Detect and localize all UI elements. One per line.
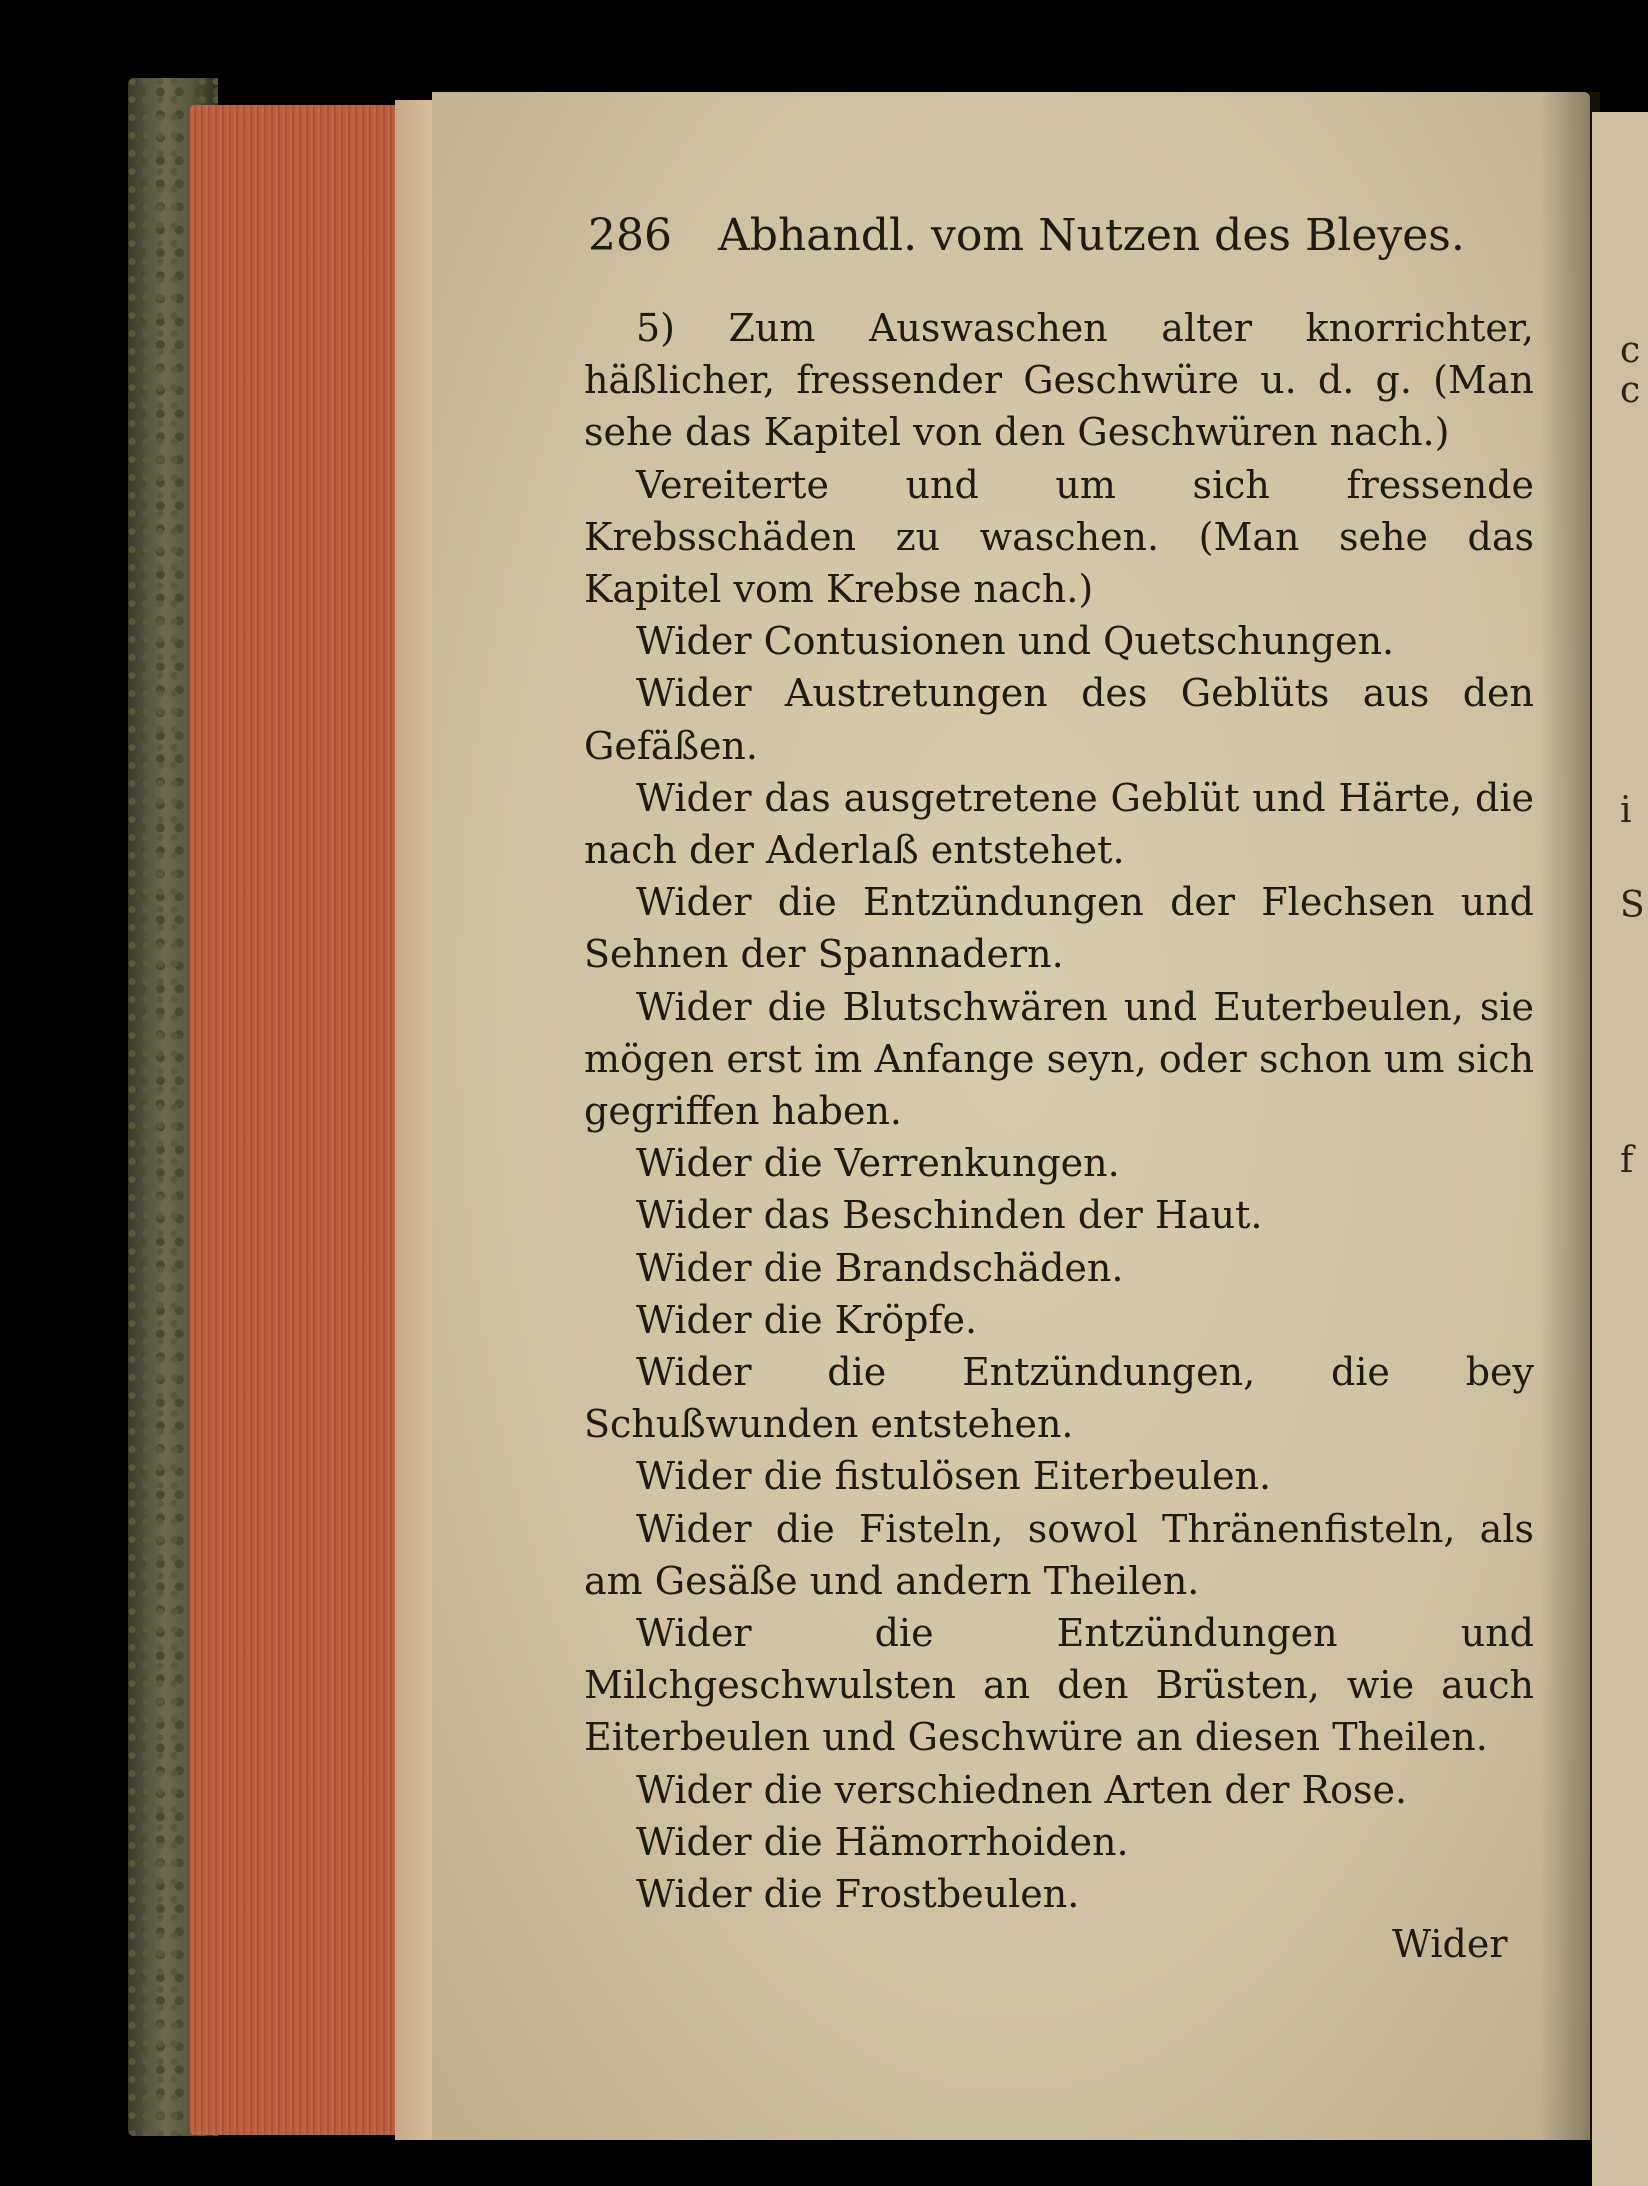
paragraph: Wider die Entzündungen der Flechsen und Sehnen der Spannadern. [584, 880, 1534, 977]
page-edges [190, 105, 430, 2135]
paragraph: Wider das ausgetretene Geblüt und Härte, die nach der Aderlaß entstehet. [584, 775, 1534, 873]
paragraph: Wider die Hämorrhoiden. [636, 1819, 1129, 1864]
facing-page-mark: c [1620, 370, 1641, 411]
paragraph: 5) Zum Auswaschen alter knorrichter, häßlicher, fressender Geschwüre u. d. g. (Man sehe das Kapitel von den Geschwüren nach.) [584, 306, 1534, 455]
paragraph: Wider die Blutschwären und Euterbeulen, sie mögen erst im Anfange seyn, oder schon um sich gegriffen haben. [584, 984, 1534, 1134]
paragraph: Wider Contusionen und Quetschungen. [636, 619, 1395, 664]
catchword: Wider [1392, 1922, 1508, 1966]
paragraph: Wider die Entzündungen, die bey Schußwunden entstehen. [584, 1350, 1534, 1447]
paragraph: Wider die fistulösen Eiterbeulen. [636, 1454, 1272, 1499]
running-head-title: Abhandl. vom Nutzen des Bleyes. [718, 210, 1465, 261]
body-text [584, 302, 1534, 1920]
paragraph: Vereiterte und um sich fressende Krebsschäden zu waschen. (Man sehe das Kapitel vom Krebse nach.) [584, 462, 1534, 612]
running-head [588, 210, 1568, 261]
paragraph: Wider das Beschinden der Haut. [636, 1193, 1263, 1238]
paragraph: Wider die Kröpfe. [636, 1297, 978, 1342]
paragraph: Wider die verschiednen Arten der Rose. [636, 1767, 1408, 1812]
facing-page-mark: c [1620, 330, 1641, 371]
facing-page-mark: f [1620, 1140, 1634, 1181]
facing-page-mark: i [1620, 790, 1632, 831]
page-number: 286 [588, 210, 672, 261]
facing-page-mark: S [1620, 885, 1645, 926]
paragraph: Wider die Entzündungen und Milchgeschwulsten an den Brüsten, wie auch Eiterbeulen und Geschwüre an diesen Theilen. [584, 1611, 1534, 1760]
paragraph: Wider die Verrenkungen. [636, 1141, 1120, 1186]
paragraph: Wider die Frostbeulen. [636, 1872, 1080, 1917]
gutter-shadow [1540, 92, 1600, 2140]
paragraph: Wider die Brandschäden. [636, 1245, 1124, 1290]
paragraph: Wider Austretungen des Geblüts aus den Gefäßen. [584, 671, 1534, 768]
paragraph: Wider die Fisteln, sowol Thränenfisteln, als am Gesäße und andern Theilen. [584, 1506, 1534, 1603]
